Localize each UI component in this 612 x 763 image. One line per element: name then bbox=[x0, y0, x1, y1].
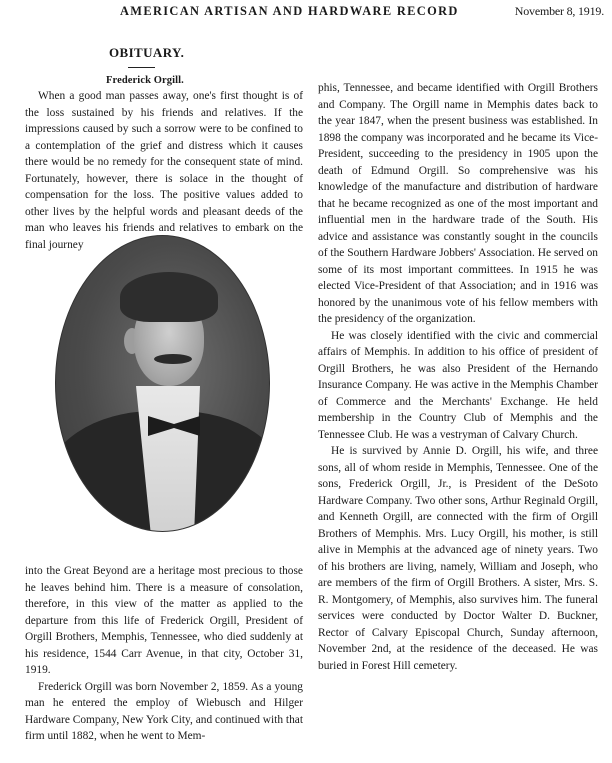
portrait-mustache bbox=[154, 354, 192, 364]
publication-name: AMERICAN ARTISAN AND HARDWARE RECORD bbox=[120, 4, 459, 18]
paragraph: into the Great Beyond are a heritage most precious to those he leaves behind him. There is a measure of consolation, therefore, in this view of the matter as applied to the departure from this life of Frederick Orgill, President of Orgill Brothers, Memphis, Tennessee, who died suddenly at his residence, 1544 Carr Avenue, in that city, October 31, 1919. bbox=[25, 565, 303, 676]
left-column-bottom bbox=[25, 563, 303, 745]
section-title: OBITUARY. bbox=[109, 45, 185, 60]
right-column bbox=[318, 80, 598, 674]
left-column-top bbox=[25, 88, 303, 253]
article-subtitle: Frederick Orgill. bbox=[106, 75, 184, 86]
issue-date: November 8, 1919. bbox=[514, 4, 604, 18]
paragraph: He is survived by Annie D. Orgill, his wife, and three sons, all of whom reside in Memphis, Tennessee. One of the sons, Frederick Orgill, Jr., is President of the DeSoto Hardware Company. Two other sons, Arthur Reginald Orgill, and Kenneth Orgill, are connected with the firm of Orgill Brothers of Memphis. Mrs. Lucy Orgill, his mother, is still alive in Memphis at the advanced age of ninety years. Two of his brothers are living, namely, William and Joseph, who are members of the firm of Orgill Brothers. A sister, Mrs. S. R. Montgomery, of Memphis, also survives him. The funeral services were conducted by Doctor Walter D. Buckner, Rector of Calvary Episcopal Church, Sunday afternoon, November 2nd, at the residence of the deceased. He was buried in Forest Hill cemetery. bbox=[318, 445, 598, 672]
paragraph: phis, Tennessee, and became identified with Orgill Brothers and Company. The Orgill name in Memphis dates back to the year 1847, when the present business was established. In 1898 the company was incorporated and he became its Vice-President, succeeding to the presidency in 1905 upon the death of Edmund Orgill. So comprehensive was his knowledge of the manufacture and distribution of hardware that he became recognized as one of the most important and influential men in the hardware trade of the South. His advice and assistance was constantly sought in the councils of the Southern Hardware Jobbers' Association. He served on some of its most important committees. In 1915 he was elected Vice-President of that Association; and in 1916 was honored by the unanimous vote of his fellow members with the presidency of the organization. bbox=[318, 82, 598, 325]
paragraph: He was closely identified with the civic and commercial affairs of Memphis. In addition to his office of president of Orgill Brothers, he was also President of the Hernando Insurance Company. He was active in the Memphis Chamber of Commerce and the Merchants' Exchange. He held membership in the Country Club of Memphis and the Tennessee Club. He was a vestryman of Calvary Church. bbox=[318, 329, 598, 441]
title-divider bbox=[128, 67, 155, 68]
paragraph: Frederick Orgill was born November 2, 1859. As a young man he entered the employ of Wiebusch and Hilger Hardware Company, New York City, and continued with that firm until 1882, when he went to Mem- bbox=[25, 680, 303, 742]
portrait-hair bbox=[120, 272, 218, 322]
page-header bbox=[120, 4, 610, 20]
portrait-photo bbox=[55, 235, 270, 532]
paragraph: When a good man passes away, one's first thought is of the loss sustained by his friends and relatives. If the impressions caused by such a sorrow were to be confined to a contemplation of the grief and distress which it causes there would be no remedy for the consequent state of mind. Fortunately, however, there is solace in the thought of compensation for the loss. The positive values added to other lives by the helpful words and pleasant deeds of the man who leaves his friends and relatives to embark on the final journey bbox=[25, 90, 303, 251]
